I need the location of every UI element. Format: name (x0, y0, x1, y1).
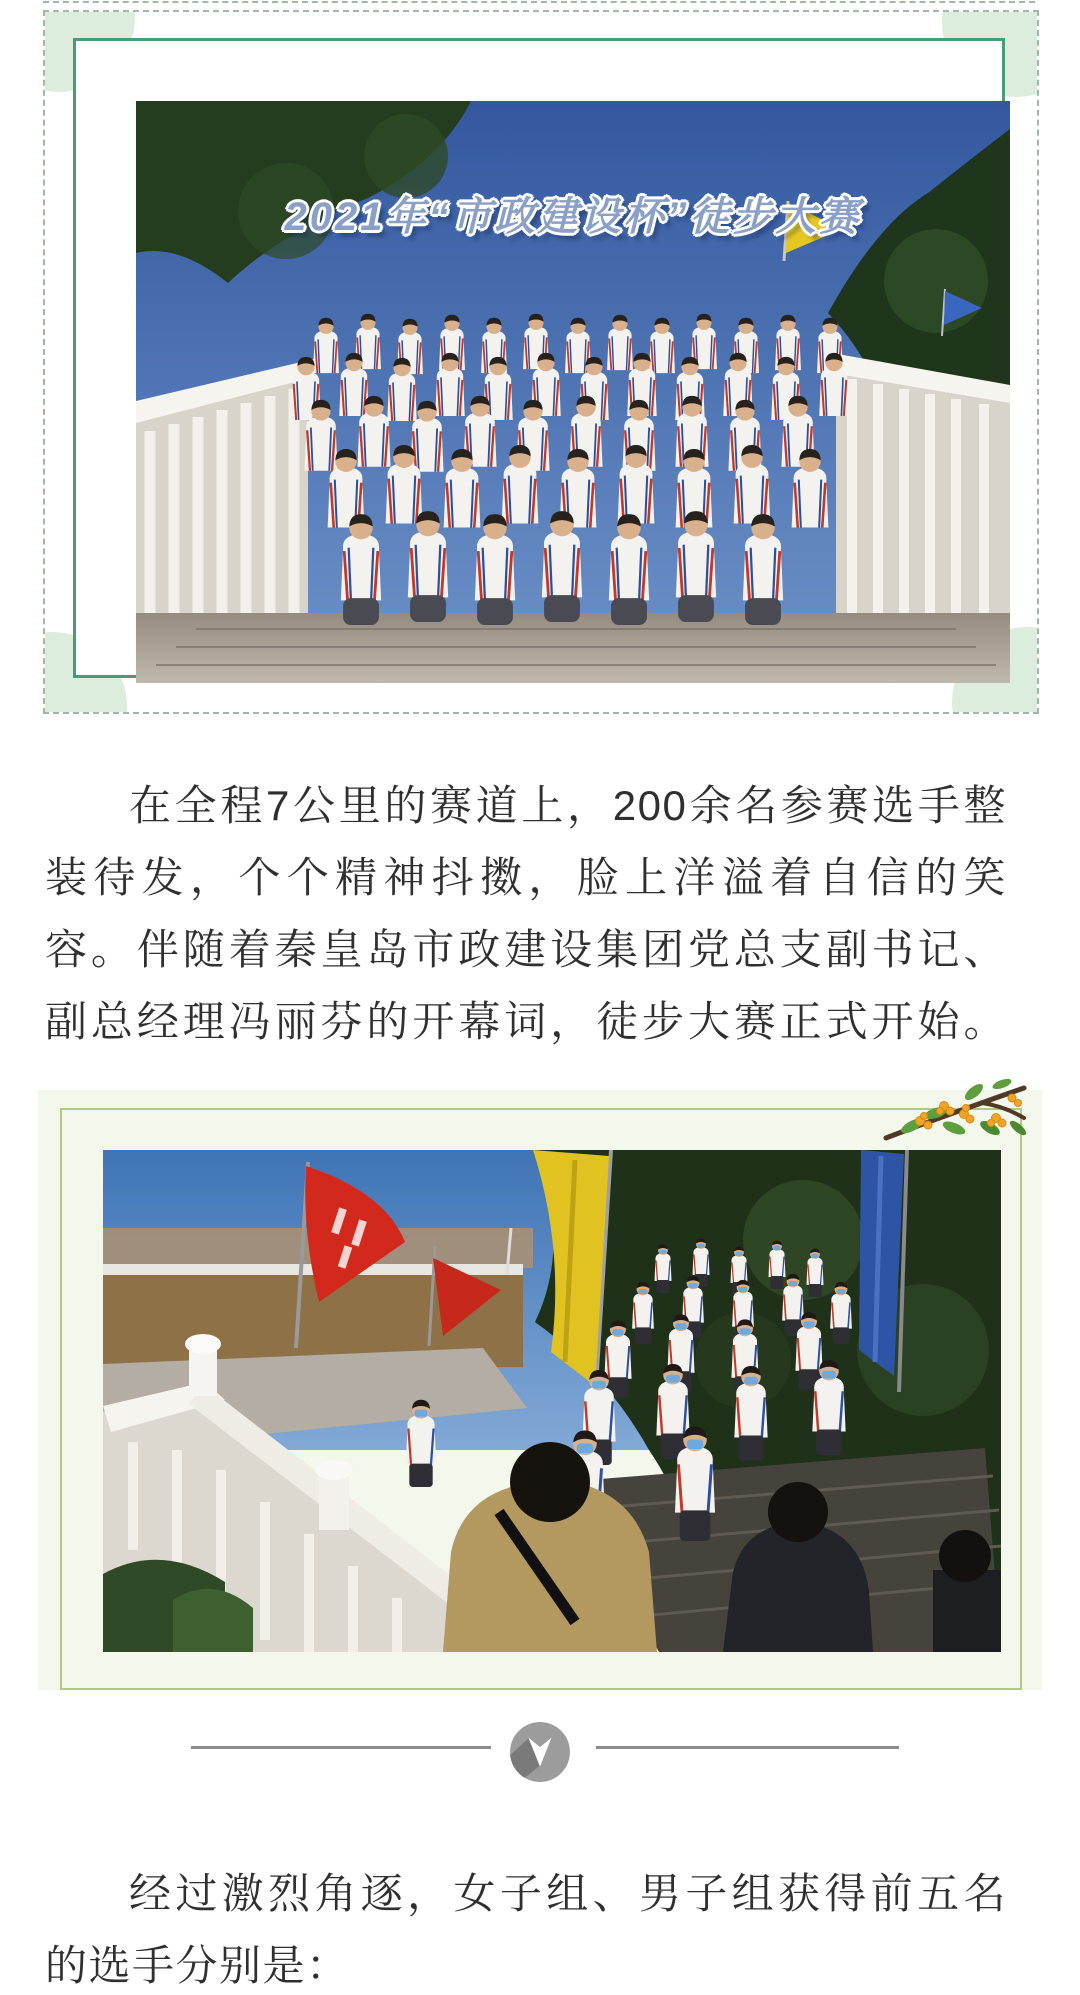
paragraph-2 (45, 1858, 1007, 1995)
group-photo-1[interactable] (136, 101, 1010, 683)
previous-card-dashed-edge (43, 1, 1035, 3)
paragraph-line: 经过激烈角逐，女子组、男子组获得前五名 (129, 1870, 1007, 1917)
paragraph-line: 在全程7公里的赛道上，200余名参赛选手整 (129, 782, 1007, 829)
paragraph-line: 的选手分别是： (45, 1942, 350, 1989)
photo-card-1 (43, 10, 1039, 714)
divider-line-left (191, 1746, 491, 1749)
green-photo-frame (73, 38, 1005, 678)
paragraph-1 (45, 770, 1007, 1058)
paragraph-line: 副总经理冯丽芬的开幕词，徒步大赛正式开始。 (45, 998, 1007, 1045)
flower-branch-decoration (878, 1076, 1028, 1151)
divider-line-right (596, 1746, 899, 1749)
photo-overlay-title: 2021年“市政建设杯”徒步大赛 (284, 195, 862, 239)
photo1-right-railing (832, 353, 1010, 621)
paragraph-line: 容。伴随着秦皇岛市政建设集团党总支副书记、 (45, 926, 1007, 973)
paragraph-line: 装待发，个个精神抖擞，脸上洋溢着自信的笑 (45, 854, 1007, 901)
photo-card-2 (38, 1090, 1042, 1690)
scroll-down-icon (509, 1721, 571, 1783)
group-photo-2[interactable] (103, 1150, 1001, 1652)
